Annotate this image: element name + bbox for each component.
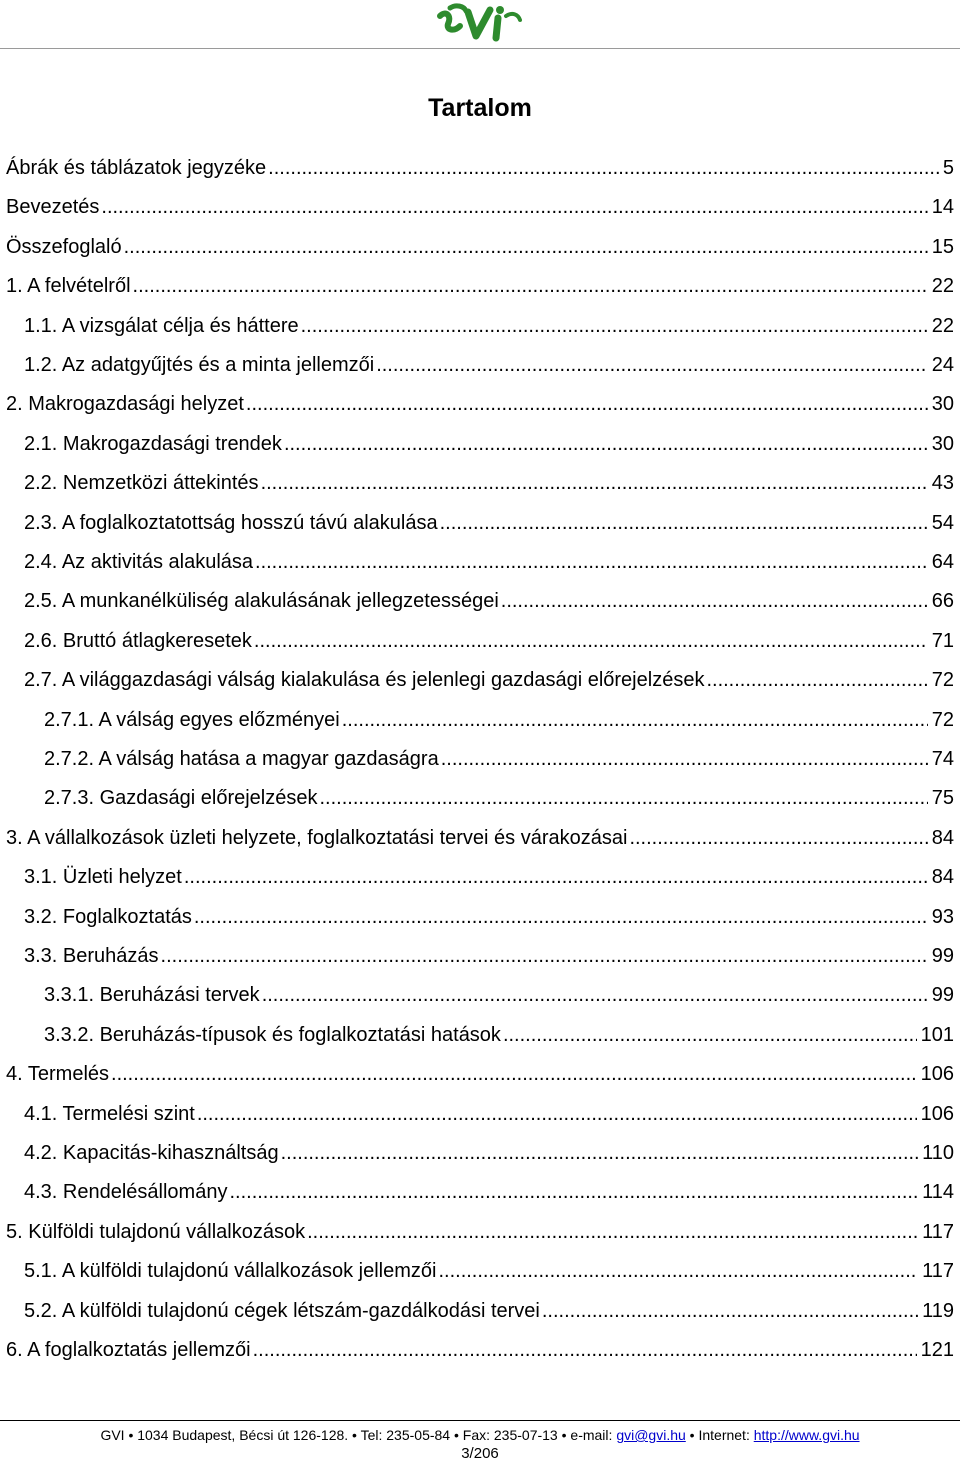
toc-entry[interactable] xyxy=(0,1015,960,1055)
toc-entry-page: 5 xyxy=(942,157,954,179)
toc-entry-page: 93 xyxy=(931,905,954,928)
toc-entry-title: 2. Makrogazdasági helyzet xyxy=(6,393,244,416)
toc-entry-title: Bevezetés xyxy=(6,196,100,219)
toc-entry-title: 3.3.1. Beruházási tervek xyxy=(44,984,260,1007)
toc-entry-page: 117 xyxy=(922,1220,954,1243)
toc-entry-page: 110 xyxy=(922,1142,954,1164)
toc-entry-title: 2.2. Nemzetközi áttekintés xyxy=(24,472,259,495)
toc-dot-leader xyxy=(161,944,928,968)
toc-dot-leader xyxy=(194,905,928,929)
toc-entry-page: 75 xyxy=(931,787,954,810)
toc-entry[interactable] xyxy=(0,148,960,188)
toc-entry[interactable] xyxy=(0,857,960,897)
toc-entry[interactable] xyxy=(0,818,960,858)
toc-dot-leader xyxy=(262,983,928,1007)
toc-dot-leader xyxy=(253,1338,917,1362)
toc-entry-page: 22 xyxy=(931,314,954,337)
toc-entry-title: 4. Termelés xyxy=(6,1063,110,1086)
toc-entry-title: 5. Külföldi tulajdonú vállalkozások xyxy=(6,1220,306,1243)
toc-entry[interactable] xyxy=(0,384,960,424)
toc-entry-title: Összefoglaló xyxy=(6,235,122,258)
toc-entry-page: 114 xyxy=(922,1181,954,1204)
toc-dot-leader xyxy=(376,353,928,377)
toc-dot-leader xyxy=(440,511,928,535)
toc-entry-page: 24 xyxy=(931,354,954,376)
toc-dot-leader xyxy=(111,1062,917,1086)
toc-entry-title: 5.1. A külföldi tulajdonú vállalkozások jellemzői xyxy=(24,1260,437,1283)
toc-entry-title: 1.2. Az adatgyűjtés és a minta jellemzői xyxy=(24,354,375,376)
toc-entry[interactable] xyxy=(0,187,960,227)
toc-dot-leader xyxy=(284,432,928,456)
toc-entry[interactable] xyxy=(0,975,960,1015)
toc-entry[interactable] xyxy=(0,1172,960,1212)
footer-internet-label: • Internet: xyxy=(685,1427,754,1443)
toc-entry-title: 1. A felvételről xyxy=(6,275,131,298)
toc-entry-title: 3.2. Foglalkoztatás xyxy=(24,905,192,928)
toc-entry-page: 64 xyxy=(931,551,954,573)
toc-entry-page: 22 xyxy=(931,275,954,298)
toc-entry-page: 101 xyxy=(920,1023,954,1046)
toc-dot-leader xyxy=(229,1180,918,1204)
toc-dot-leader xyxy=(261,471,928,495)
toc-entry[interactable] xyxy=(0,1330,960,1370)
toc-entry-title: 4.1. Termelési szint xyxy=(24,1102,195,1125)
toc-entry[interactable] xyxy=(0,897,960,937)
toc-dot-leader xyxy=(101,195,927,219)
toc-entry-title: 3.3.2. Beruházás-típusok és foglalkoztatási hatások xyxy=(44,1023,501,1046)
toc-entry-page: 106 xyxy=(920,1063,954,1086)
page-number: 3/206 xyxy=(461,1445,499,1462)
toc-entry-title: 2.7. A világgazdasági válság kialakulása és jelenlegi gazdasági előrejelzések xyxy=(24,669,705,692)
toc-entry-page: 14 xyxy=(931,196,954,219)
toc-entry-title: 2.7.2. A válság hatása a magyar gazdaságra xyxy=(44,748,439,770)
toc-entry-page: 117 xyxy=(922,1260,954,1283)
toc-dot-leader xyxy=(133,274,928,298)
toc-entry-title: 5.2. A külföldi tulajdonú cégek létszám-gazdálkodási tervei xyxy=(24,1299,540,1322)
toc-entry-title: 2.7.1. A válság egyes előzményei xyxy=(44,708,340,731)
footer-divider xyxy=(0,1420,960,1421)
toc-entry-page: 71 xyxy=(931,629,954,652)
toc-entry-page: 106 xyxy=(920,1102,954,1125)
toc-entry-title: 4.2. Kapacitás-kihasználtság xyxy=(24,1142,279,1164)
toc-entry[interactable] xyxy=(0,463,960,503)
toc-entry-page: 74 xyxy=(931,748,954,770)
footer-website-link[interactable]: http://www.gvi.hu xyxy=(753,1427,860,1443)
toc-entry-page: 121 xyxy=(920,1339,954,1361)
toc-dot-leader xyxy=(706,668,927,692)
toc-dot-leader xyxy=(268,156,939,180)
toc-entry-page: 15 xyxy=(931,235,954,258)
toc-entry[interactable] xyxy=(0,700,960,740)
toc-entry[interactable] xyxy=(0,621,960,661)
toc-entry-title: 6. A foglalkoztatás jellemzői xyxy=(6,1339,251,1361)
footer-email-link[interactable]: gvi@gvi.hu xyxy=(616,1427,686,1443)
toc-entry[interactable] xyxy=(0,424,960,464)
toc-dot-leader xyxy=(124,235,928,259)
toc-entry[interactable] xyxy=(0,266,960,306)
toc-entry-page: 54 xyxy=(931,511,954,534)
toc-entry-title: 2.7.3. Gazdasági előrejelzések xyxy=(44,787,318,810)
toc-dot-leader xyxy=(184,865,928,889)
toc-entry-title: 3.3. Beruházás xyxy=(24,945,159,967)
toc-entry[interactable] xyxy=(0,581,960,621)
toc-entry[interactable] xyxy=(0,345,960,385)
toc-entry[interactable] xyxy=(0,1054,960,1094)
toc-dot-leader xyxy=(629,826,927,850)
toc-entry-title: 3. A vállalkozások üzleti helyzete, foglalkoztatási tervei és várakozásai xyxy=(6,826,628,849)
toc-entry-title: 2.6. Bruttó átlagkeresetek xyxy=(24,629,252,652)
toc-entry[interactable] xyxy=(0,1094,960,1134)
toc-dot-leader xyxy=(307,1220,918,1244)
toc-entry-page: 30 xyxy=(931,393,954,416)
footer-contact xyxy=(0,1425,960,1445)
toc-dot-leader xyxy=(503,1023,917,1047)
toc-entry-page: 99 xyxy=(931,945,954,967)
toc-entry-title: 2.4. Az aktivitás alakulása xyxy=(24,551,254,573)
toc-entry[interactable] xyxy=(0,1133,960,1173)
toc-entry-title: 3.1. Üzleti helyzet xyxy=(24,866,182,889)
toc-entry-page: 72 xyxy=(931,669,954,692)
toc-entry-title: 4.3. Rendelésállomány xyxy=(24,1181,228,1204)
toc-dot-leader xyxy=(197,1102,917,1126)
toc-entry-page: 30 xyxy=(931,432,954,455)
toc-entry[interactable] xyxy=(0,739,960,779)
toc-entry-page: 72 xyxy=(931,708,954,731)
toc-entry-title: 1.1. A vizsgálat célja és háttere xyxy=(24,314,299,337)
toc-entry[interactable] xyxy=(0,660,960,700)
toc-entry-page: 66 xyxy=(931,590,954,613)
toc-dot-leader xyxy=(255,550,928,574)
toc-entry[interactable] xyxy=(0,1291,960,1331)
toc-entry[interactable] xyxy=(0,227,960,267)
toc-entry-title: 2.3. A foglalkoztatottság hosszú távú alakulása xyxy=(24,511,438,534)
toc-entry[interactable] xyxy=(0,778,960,818)
toc-entry-title: 2.1. Makrogazdasági trendek xyxy=(24,432,282,455)
toc-entry-page: 99 xyxy=(931,984,954,1007)
toc-entry[interactable] xyxy=(0,542,960,582)
toc-entry-title: 2.5. A munkanélküliség alakulásának jellegzetességei xyxy=(24,590,499,613)
toc-dot-leader xyxy=(342,708,928,732)
page-header xyxy=(0,0,960,50)
toc-entry[interactable] xyxy=(0,503,960,543)
toc-entry-title: Ábrák és táblázatok jegyzéke xyxy=(6,157,267,179)
toc-entry-page: 84 xyxy=(931,866,954,889)
header-divider xyxy=(0,48,960,49)
toc-dot-leader xyxy=(320,786,928,810)
gvi-logo xyxy=(436,2,524,42)
toc-dot-leader xyxy=(254,629,928,653)
toc-dot-leader xyxy=(301,314,928,338)
toc-dot-leader xyxy=(246,392,928,416)
toc-dot-leader xyxy=(281,1141,919,1165)
toc-entry[interactable] xyxy=(0,1251,960,1291)
page-title: Tartalom xyxy=(428,94,532,122)
toc-entry[interactable] xyxy=(0,306,960,346)
footer-address: GVI • 1034 Budapest, Bécsi út 126-128. • Tel: 235-05-84 • Fax: 235-07-13 • e-mail: xyxy=(100,1427,617,1443)
toc-dot-leader xyxy=(542,1299,918,1323)
toc-dot-leader xyxy=(501,589,928,613)
toc-entry[interactable] xyxy=(0,936,960,976)
toc-entry-page: 43 xyxy=(931,472,954,495)
toc-entry-page: 84 xyxy=(931,826,954,849)
toc-entry-page: 119 xyxy=(922,1299,954,1322)
toc-entry[interactable] xyxy=(0,1212,960,1252)
toc-dot-leader xyxy=(438,1259,918,1283)
toc-dot-leader xyxy=(441,747,928,771)
